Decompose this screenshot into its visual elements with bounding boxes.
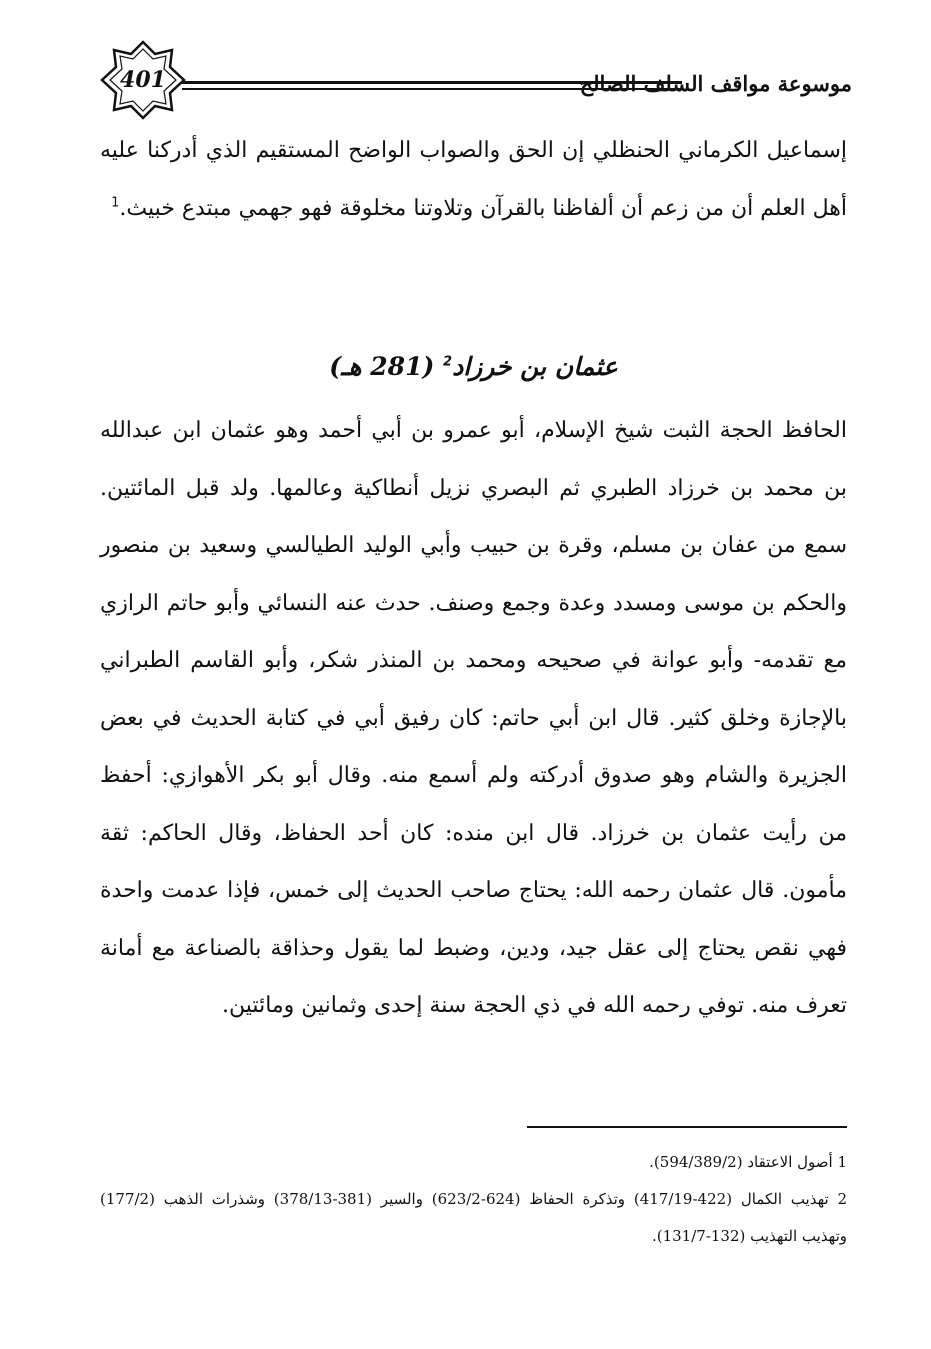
footnote-1: 1 أصول الاعتقاد (594/389/2). — [649, 1153, 847, 1171]
footnote-ref-2: 2 — [443, 354, 453, 370]
series-title: موسوعة مواقف السلف الصالح — [579, 71, 852, 96]
biography-paragraph: الحافظ الحجة الثبت شيخ الإسلام، أبو عمرو بن أبي أحمد وهو عثمان ابن عبدالله بن محمد بن خرزاد الطبري ثم البصري نزيل أنطاكية وعالمها. ولد قبل المائتين. سمع من عفان بن مسلم، وقرة بن حبيب وأبي الوليد الطيالسي وسعيد بن منصور والحكم بن موسى ومسدد وعدة وجمع وصنف. حدث عنه النسائي وأبو حاتم الرازي مع تقدمه- وأبو عوانة في صحيحه ومحمد بن المنذر شكر، وأبو القاسم الطبراني بالإجازة وخلق كثير. قال ابن أبي حاتم: كان رفيق أبي في كتابة الحديث في بعض الجزيرة والشام وهو صدوق أدركته ولم أسمع منه. وقال أبو بكر الأهوازي: أحفظ من رأيت عثمان بن خرزاد. قال ابن منده: كان أحد الحفاظ، وقال الحاكم: ثقة مأمون. قال عثمان رحمه الله: يحتاج صاحب الحديث إلى خمس، فإذا عدمت واحدة فهي نقص يحتاج إلى عقل جيد، ودين، وضبط لما يقول وحذاقة بالصناعة مع أمانة تعرف منه. توفي رحمه الله في ذي الحجة سنة إحدى وثمانين ومائتين. — [100, 418, 847, 1018]
footnote-2: 2 تهذيب الكمال (422-417/19) وتذكرة الحفاظ (624-623/2) والسير (381-378/13) وشذرات الذهب (177/2) وتهذيب التهذيب (132-131/7). — [100, 1190, 847, 1245]
page-header — [100, 40, 852, 120]
footnotes — [100, 1144, 847, 1255]
section-heading — [100, 342, 847, 392]
page-number-badge — [100, 40, 186, 120]
intro-paragraph-text: إسماعيل الكرماني الحنظلي إن الحق والصواب الواضح المستقيم الذي أدركنا عليه أهل العلم أن من زعم أن ألفاظنا بالقرآن وتلاوتنا مخلوقة فهو جهمي مبتدع خبيث. — [100, 138, 847, 221]
footnote-ref-1: 1 — [111, 195, 120, 211]
section-heading-name: عثمان بن خرزاد — [452, 352, 618, 381]
section-heading-date: (281 هـ) — [329, 352, 435, 381]
page-number: 401 — [120, 67, 166, 93]
footnote-separator — [527, 1126, 847, 1128]
intro-paragraph — [100, 122, 847, 237]
